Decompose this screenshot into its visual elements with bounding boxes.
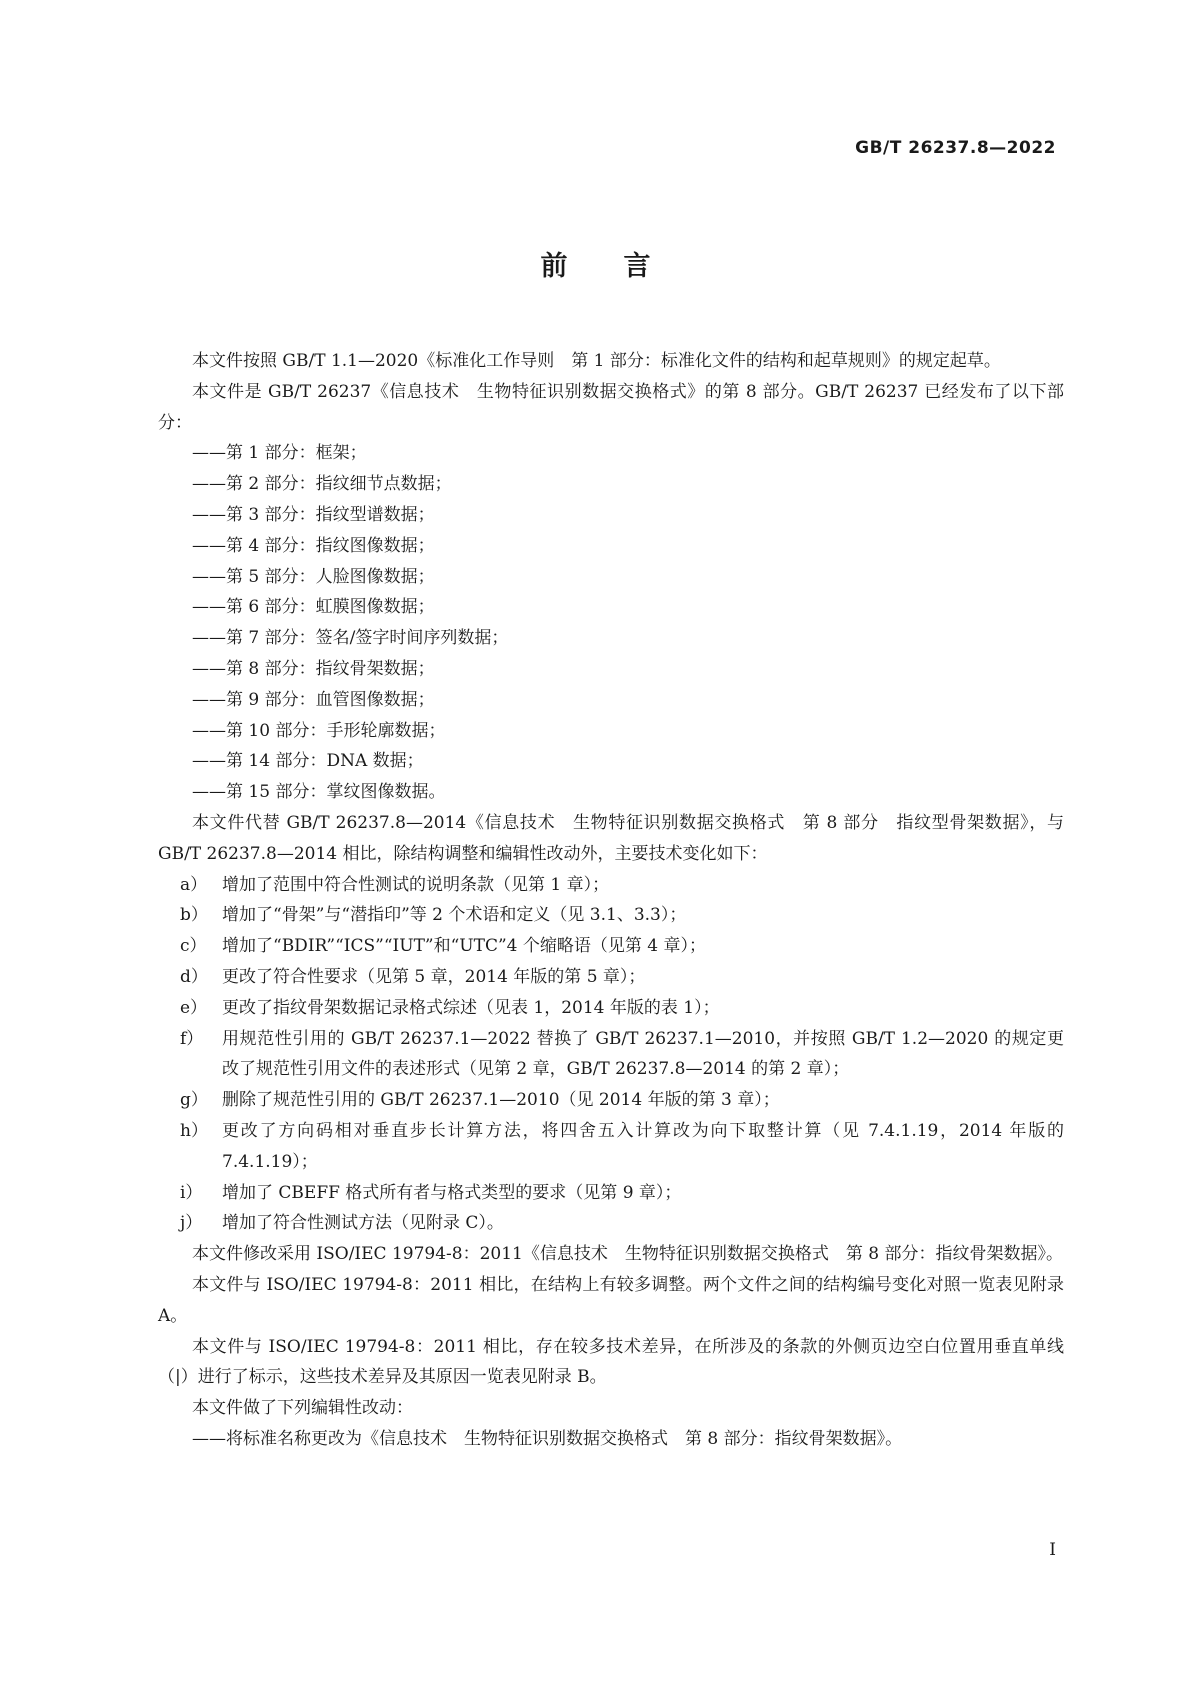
change-item: [158, 1024, 1064, 1086]
change-item: [158, 870, 1064, 901]
editorial-paragraph: 本文件做了下列编辑性改动：: [192, 1398, 413, 1419]
change-text: 更改了方向码相对垂直步长计算方法，将四舍五入计算改为向下取整计算（见 7.4.1.19，2014 年版的 7.4.1.19）；: [222, 1120, 1064, 1172]
change-label: a）: [180, 874, 208, 895]
parts-list: [158, 438, 1064, 808]
change-text: 增加了范围中符合性测试的说明条款（见第 1 章）；: [222, 874, 610, 895]
change-label: d）: [180, 966, 208, 987]
adoption-paragraph: 本文件修改采用 ISO/IEC 19794-8：2011《信息技术 生物特征识别数据交换格式 第 8 部分：指纹骨架数据》。: [192, 1244, 1063, 1265]
technical-difference-paragraph: 本文件与 ISO/IEC 19794-8：2011 相比，存在较多技术差异，在所涉及的条款的外侧页边空白位置用垂直单线（|）进行了标示，这些技术差异及其原因一览表见附录 B。: [158, 1336, 1064, 1388]
changes-list: [158, 870, 1064, 1240]
change-text: 增加了 CBEFF 格式所有者与格式类型的要求（见第 9 章）；: [222, 1182, 682, 1203]
change-item: [158, 1208, 1064, 1239]
change-label: i）: [180, 1182, 203, 1203]
parts-list-item: ——第 6 部分：虹膜图像数据；: [192, 597, 435, 618]
change-text: 增加了符合性测试方法（见附录 C）。: [222, 1213, 504, 1234]
structure-paragraph: 本文件与 ISO/IEC 19794-8：2011 相比，在结构上有较多调整。两个文件之间的结构编号变化对照一览表见附录 A。: [158, 1274, 1064, 1326]
document-id: GB/T 26237.8—2022: [855, 138, 1056, 158]
page-title: 前言: [540, 251, 707, 282]
replacement-paragraph: 本文件代替 GB/T 26237.8—2014《信息技术 生物特征识别数据交换格式 第 8 部分 指纹型骨架数据》，与 GB/T 26237.8—2014 相比，除结构调整和编辑性改动外，主要技术变化如下：: [158, 812, 1064, 864]
change-item: [158, 1085, 1064, 1116]
change-item: [158, 1116, 1064, 1178]
intro-paragraph: 本文件是 GB/T 26237《信息技术 生物特征识别数据交换格式》的第 8 部分。GB/T 26237 已经发布了以下部分：: [158, 381, 1064, 433]
editorial-change-item: ——将标准名称更改为《信息技术 生物特征识别数据交换格式 第 8 部分：指纹骨架数据》。: [192, 1428, 903, 1449]
parts-list-item: ——第 7 部分：签名/签字时间序列数据；: [192, 628, 509, 649]
parts-list-item: ——第 3 部分：指纹型谱数据；: [192, 504, 435, 525]
change-text: 删除了规范性引用的 GB/T 26237.1—2010（见 2014 年版的第 3 章）；: [222, 1090, 780, 1111]
parts-list-item: ——第 4 部分：指纹图像数据；: [192, 535, 435, 556]
change-text: 增加了“BDIR”“ICS”“IUT”和“UTC”4 个缩略语（见第 4 章）；: [222, 936, 707, 957]
change-item: [158, 962, 1064, 993]
parts-list-item: ——第 8 部分：指纹骨架数据；: [192, 658, 435, 679]
parts-list-item: ——第 9 部分：血管图像数据；: [192, 689, 435, 710]
parts-list-item: ——第 2 部分：指纹细节点数据；: [192, 474, 452, 495]
change-text: 更改了指纹骨架数据记录格式综述（见表 1，2014 年版的表 1）；: [222, 997, 720, 1018]
parts-list-item: ——第 15 部分：掌纹图像数据。: [192, 782, 446, 803]
document-body: [158, 346, 1064, 1455]
change-item: [158, 900, 1064, 931]
change-item: [158, 993, 1064, 1024]
change-label: j）: [180, 1213, 203, 1234]
change-label: c）: [180, 936, 207, 957]
change-label: f）: [180, 1028, 204, 1049]
page-number: I: [1049, 1540, 1056, 1560]
parts-list-item: ——第 14 部分：DNA 数据；: [192, 751, 424, 772]
change-item: [158, 931, 1064, 962]
change-item: [158, 1178, 1064, 1209]
change-label: b）: [180, 905, 208, 926]
change-label: h）: [180, 1120, 208, 1141]
parts-list-item: ——第 5 部分：人脸图像数据；: [192, 566, 435, 587]
change-text: 增加了“骨架”与“潜指印”等 2 个术语和定义（见 3.1、3.3）；: [222, 905, 687, 926]
change-text: 更改了符合性要求（见第 5 章，2014 年版的第 5 章）；: [222, 966, 646, 987]
change-text: 用规范性引用的 GB/T 26237.1—2022 替换了 GB/T 26237.1—2010，并按照 GB/T 1.2—2020 的规定更改了规范性引用文件的表述形式（见第 2 章，GB/T 26237.8—2014 的第 2 章）；: [222, 1028, 1064, 1080]
parts-list-item: ——第 10 部分：手形轮廓数据；: [192, 720, 446, 741]
change-label: e）: [180, 997, 208, 1018]
change-label: g）: [180, 1090, 208, 1111]
parts-list-item: ——第 1 部分：框架；: [192, 443, 367, 464]
intro-paragraph: 本文件按照 GB/T 1.1—2020《标准化工作导则 第 1 部分：标准化文件的结构和起草规则》的规定起草。: [192, 351, 1001, 371]
